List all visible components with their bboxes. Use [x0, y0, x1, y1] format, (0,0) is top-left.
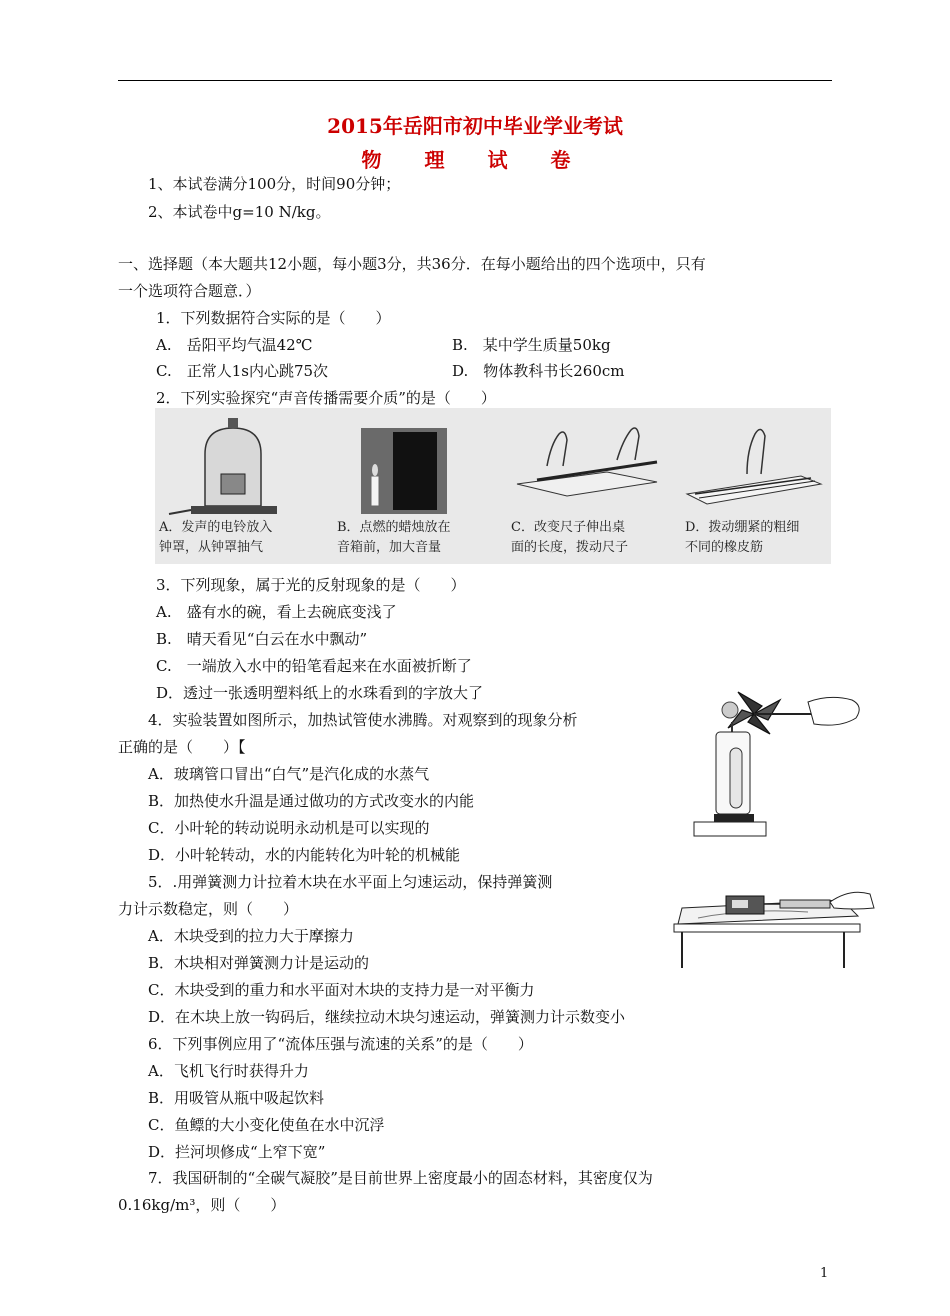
q4-option-b: B．加热使水升温是通过做功的方式改变水的内能 [148, 792, 475, 810]
q4-option-d: D．小叶轮转动，水的内能转化为叶轮的机械能 [148, 846, 461, 864]
q2-caption-a2: 钟罩，从钟罩抽气 [159, 540, 264, 555]
q3-option-a: A. 盛有水的碗，看上去碗底变浅了 [156, 603, 397, 621]
q2-stem: 2．下列实验探究“声音传播需要介质”的是（ ） [156, 389, 496, 407]
q4-stem: 4．实验装置如图所示，加热试管使水沸腾。对观察到的现象分析 [148, 711, 578, 729]
q2-caption-d1: D．拨动绷紧的粗细 [685, 520, 800, 535]
bell-jar-illustration [155, 414, 315, 518]
q2-panel-c [507, 414, 667, 560]
rubber-band-illustration [681, 414, 831, 518]
q6-option-b: B．用吸管从瓶中吸起饮料 [148, 1089, 325, 1107]
q4-option-a: A．玻璃管口冒出“白气”是汽化成的水蒸气 [148, 765, 430, 783]
q3-option-c: C. 一端放入水中的铅笔看起来在水面被折断了 [156, 657, 472, 675]
q2-caption-a1: A．发声的电铃放入 [159, 520, 273, 535]
q2-panel-d [681, 414, 841, 560]
q1-stem: 1．下列数据符合实际的是（ ） [156, 309, 391, 327]
q5-option-a: A．木块受到的拉力大于摩擦力 [148, 927, 354, 945]
q6-option-c: C．鱼鳔的大小变化使鱼在水中沉浮 [148, 1116, 385, 1134]
spring-scale-block-figure [668, 878, 880, 970]
q2-caption-c1: C．改变尺子伸出桌 [511, 520, 625, 535]
q3-option-d: D．透过一张透明塑料纸上的水珠看到的字放大了 [156, 684, 484, 702]
q7-stem: 7．我国研制的“全碳气凝胶”是目前世界上密度最小的固态材料，其密度仅为 [148, 1169, 653, 1187]
q4-option-c: C．小叶轮的转动说明永动机是可以实现的 [148, 819, 430, 837]
ruler-table-illustration [507, 414, 667, 518]
page-number: 1 [820, 1266, 829, 1281]
section-intro: 一、选择题（本大题共12小题，每小题3分，共36分．在每小题给出的四个选项中，只有 [118, 255, 706, 273]
q4-stem-cont: 正确的是（ ）【 [118, 738, 246, 756]
q2-caption-d2: 不同的橡皮筋 [685, 540, 764, 555]
q5-option-b: B．木块相对弹簧测力计是运动的 [148, 954, 370, 972]
candle-speaker-illustration [333, 414, 493, 518]
q2-caption-c2: 面的长度，拨动尺子 [511, 540, 629, 555]
q3-option-b: B. 晴天看见“白云在水中飘动” [156, 630, 368, 648]
q2-caption-b2: 音箱前，加大音量 [337, 540, 442, 555]
q1-option-d: D. 物体教科书长260cm [452, 362, 625, 380]
q6-option-a: A．飞机飞行时获得升力 [148, 1062, 309, 1080]
section-intro-cont: 一个选项符合题意．） [118, 282, 261, 300]
header-rule [118, 80, 832, 81]
q6-option-d: D．拦河坝修成“上窄下宽” [148, 1143, 326, 1161]
q2-figure-strip [155, 408, 831, 564]
note-1: 1、本试卷满分100分，时间90分钟； [148, 175, 401, 193]
q5-stem: 5．.用弹簧测力计拉着木块在水平面上匀速运动，保持弹簧测 [148, 873, 553, 891]
exam-subtitle: 物 理 试 卷 [361, 148, 589, 172]
q1-option-b: B. 某中学生质量50kg [452, 336, 611, 354]
q5-stem-cont: 力计示数稳定，则（ ） [118, 900, 299, 918]
q2-panel-b [333, 414, 493, 560]
q5-option-c: C．木块受到的重力和水平面对木块的支持力是一对平衡力 [148, 981, 535, 999]
q1-option-a: A. 岳阳平均气温42℃ [156, 336, 313, 354]
q2-caption-b1: B．点燃的蜡烛放在 [337, 520, 451, 535]
q6-stem: 6．下列事例应用了“流体压强与流速的关系”的是（ ） [148, 1035, 533, 1053]
exam-title: 2015年岳阳市初中毕业学业考试 [327, 114, 623, 138]
q2-panel-a [155, 414, 315, 560]
q7-stem-cont: 0.16kg/m³，则（ ） [118, 1196, 286, 1214]
boiling-tube-pinwheel-figure [690, 688, 870, 838]
q5-option-d: D．在木块上放一钩码后，继续拉动木块匀速运动，弹簧测力计示数变小 [148, 1008, 626, 1026]
q3-stem: 3．下列现象，属于光的反射现象的是（ ） [156, 576, 466, 594]
note-2: 2、本试卷中g=10 N/kg。 [148, 203, 331, 221]
q1-option-c: C. 正常人1s内心跳75次 [156, 362, 329, 380]
